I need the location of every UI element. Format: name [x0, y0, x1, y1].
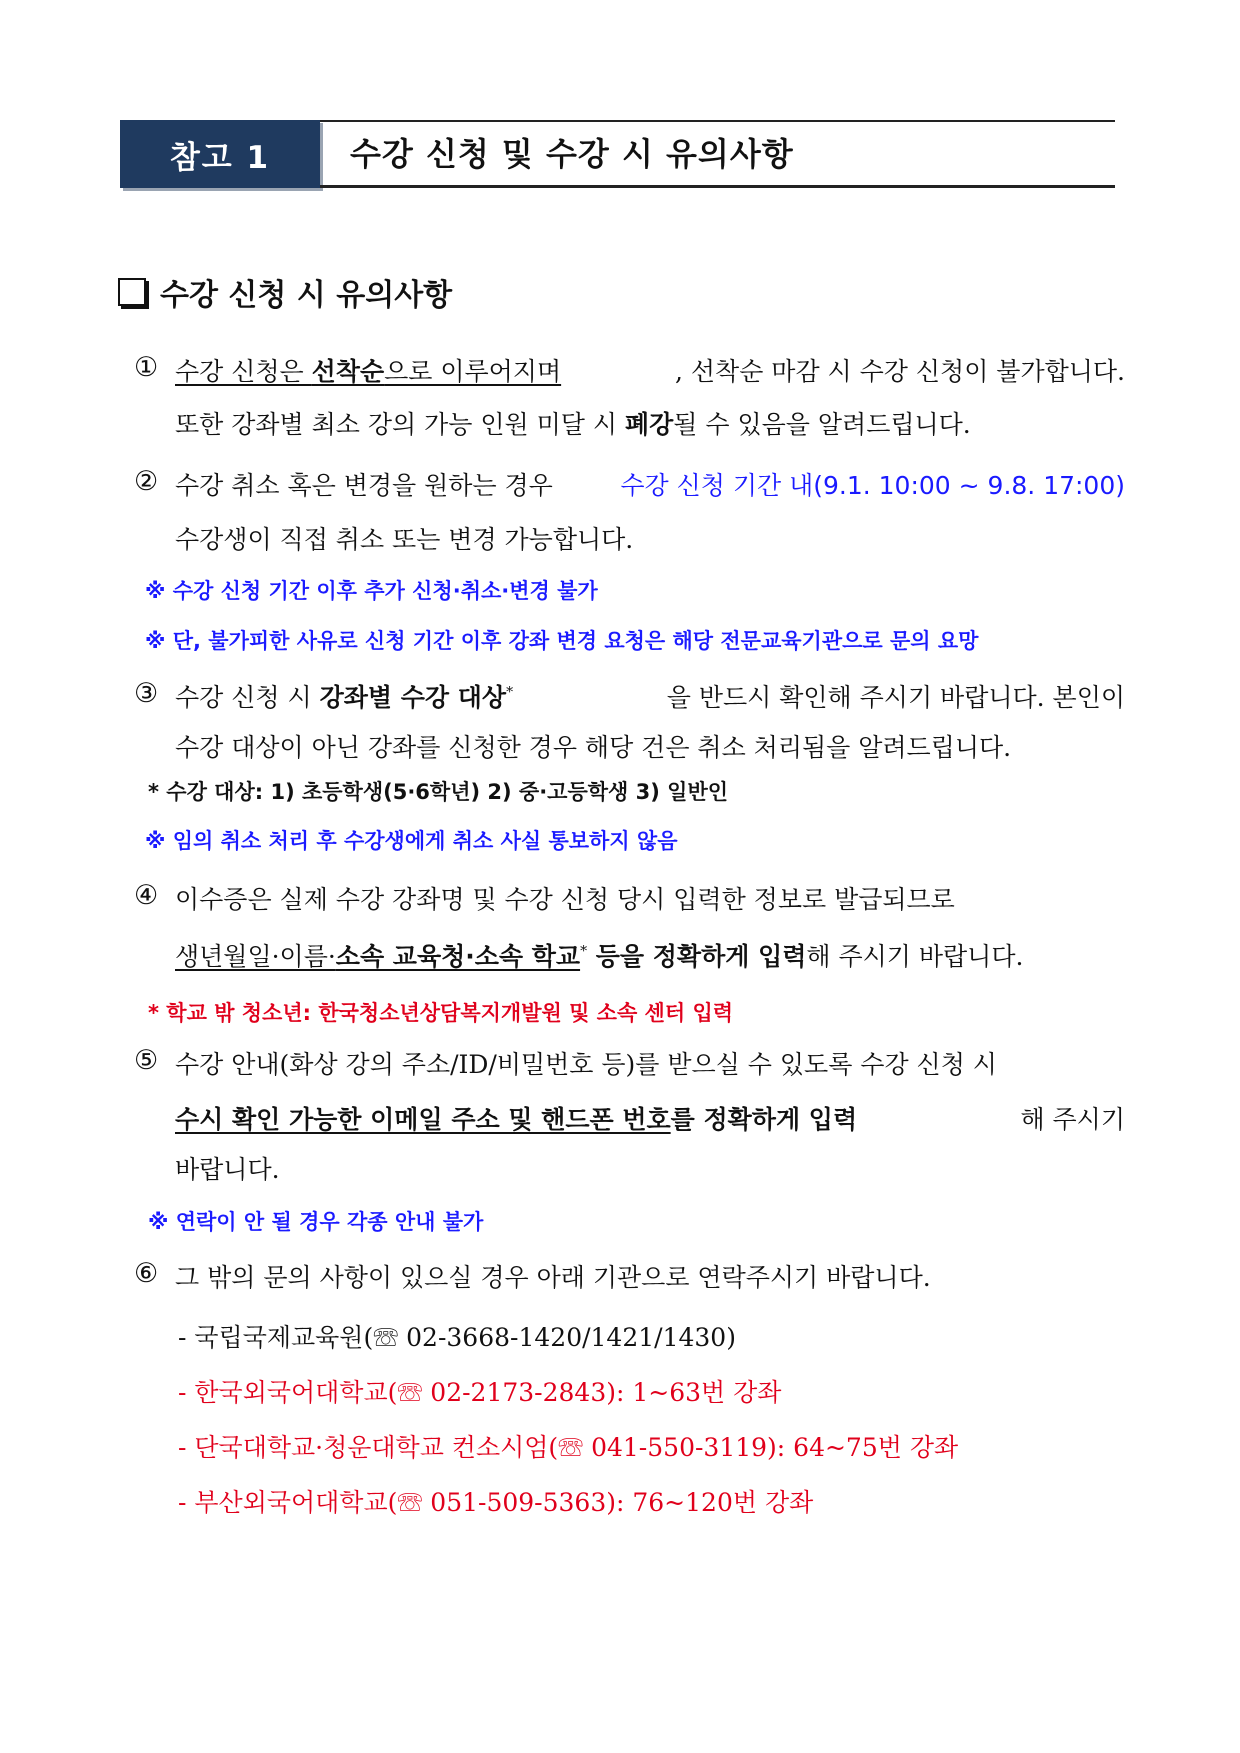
item-2-text-a: 수강 취소 혹은 변경을 원하는 경우 — [175, 471, 553, 500]
item-5-line-3: 바랍니다. — [175, 1155, 280, 1184]
reference-badge: 참고 1 — [120, 120, 320, 188]
item-5-text-c: 해 주시기 — [1020, 1105, 1125, 1134]
item-number-3: ③ — [134, 678, 159, 709]
item-2-line-1 — [175, 466, 1125, 502]
item-4-underlined — [175, 942, 580, 971]
note-unreachable: ※ 연락이 안 될 경우 각종 안내 불가 — [148, 1210, 484, 1234]
item-number-4: ④ — [134, 880, 159, 911]
item-4-text-a: 생년월일·이름· — [175, 942, 336, 971]
contact-bufs: - 부산외국어대학교(☏ 051-509-5363): 76~120번 강좌 — [178, 1488, 814, 1517]
document-header — [120, 120, 1115, 188]
note-target-audience: * 수강 대상: 1) 초등학생(5·6학년) 2) 중·고등학생 3) 일반인 — [148, 780, 729, 804]
input-accurately-label: 등을 정확하게 입력 — [587, 942, 807, 971]
checkbox-square-icon — [118, 278, 146, 306]
note-out-of-school-youth: * 학교 밖 청소년: 한국청소년상담복지개발원 및 소속 센터 입력 — [148, 1001, 734, 1025]
item-number-6: ⑥ — [134, 1258, 159, 1289]
item-3-line-2: 수강 대상이 아닌 강좌를 신청한 경우 해당 건은 취소 처리됨을 알려드립니다. — [175, 733, 1012, 762]
header-title-box — [320, 120, 1115, 188]
item-1-l2-a: 또한 강좌별 최소 강의 가능 인원 미달 시 — [175, 410, 625, 439]
item-4-line-1: 이수증은 실제 수강 강좌명 및 수강 신청 당시 입력한 정보로 발급되므로 — [175, 885, 955, 914]
footnote-mark-2: * — [580, 943, 588, 960]
section-heading — [118, 270, 452, 314]
item-4-text-c: 해 주시기 바랍니다. — [806, 942, 1024, 971]
item-3-text-a: 수강 신청 시 — [175, 683, 320, 712]
page-title: 수강 신청 및 수강 시 유의사항 — [350, 135, 794, 173]
note-no-notification: ※ 임의 취소 처리 후 수강생에게 취소 사실 통보하지 않음 — [145, 829, 678, 853]
item-3-line-1 — [175, 678, 1125, 714]
item-4-line-2 — [175, 937, 1023, 973]
item-number-5: ⑤ — [134, 1045, 159, 1076]
item-1-line-2 — [175, 405, 971, 441]
item-1-underlined — [175, 352, 561, 388]
contact-info-label: 수시 확인 가능한 이메일 주소 및 핸드폰 번호 — [175, 1105, 671, 1134]
item-1-text-c: , 선착순 마감 시 수강 신청이 불가합니다. — [675, 357, 1125, 386]
item-2-line-2: 수강생이 직접 취소 또는 변경 가능합니다. — [175, 525, 634, 554]
item-number-2: ② — [134, 466, 159, 497]
application-period: 수강 신청 기간 내(9.1. 10:00 ~ 9.8. 17:00) — [620, 471, 1125, 500]
school-info-label: 소속 교육청·소속 학교 — [335, 942, 581, 971]
item-1-text-a: 수강 신청은 — [175, 357, 312, 386]
item-1-l2-c: 될 수 있음을 알려드립니다. — [673, 410, 971, 439]
item-1-text-b: 으로 이루어지며 — [384, 357, 562, 386]
item-5-line-2 — [175, 1100, 1125, 1136]
title-bottom-rule — [320, 185, 1115, 188]
section-title: 수강 신청 시 유의사항 — [160, 278, 453, 313]
item-6-line-1: 그 밖의 문의 사항이 있으실 경우 아래 기관으로 연락주시기 바랍니다. — [175, 1263, 931, 1292]
footnote-mark: * — [506, 684, 514, 701]
target-audience-label: 강좌별 수강 대상 — [319, 683, 507, 712]
item-3-text-c: 을 반드시 확인해 주시기 바랍니다. 본인이 — [666, 683, 1125, 712]
input-accurately-label-2: 를 정확하게 입력 — [670, 1105, 858, 1134]
contact-niied: - 국립국제교육원(☏ 02-3668-1420/1421/1430) — [178, 1323, 736, 1352]
cancel-course-label: 폐강 — [624, 410, 674, 439]
note-exception-inquiry: ※ 단, 불가피한 사유로 신청 기간 이후 강좌 변경 요청은 해당 전문교육기관으로 문의 요망 — [145, 629, 979, 653]
item-1-line-1 — [175, 352, 1125, 388]
note-no-change-after-period: ※ 수강 신청 기간 이후 추가 신청·취소·변경 불가 — [145, 579, 598, 603]
contact-hufs: - 한국외국어대학교(☏ 02-2173-2843): 1~63번 강좌 — [178, 1378, 782, 1407]
item-5-line-1: 수강 안내(화상 강의 주소/ID/비밀번호 등)를 받으실 수 있도록 수강 신청 시 — [175, 1050, 997, 1079]
contact-dankook-chungwoon: - 단국대학교·청운대학교 컨소시엄(☏ 041-550-3119): 64~75번 강좌 — [178, 1433, 959, 1462]
first-come-label: 선착순 — [311, 357, 385, 386]
item-number-1: ① — [134, 352, 159, 383]
